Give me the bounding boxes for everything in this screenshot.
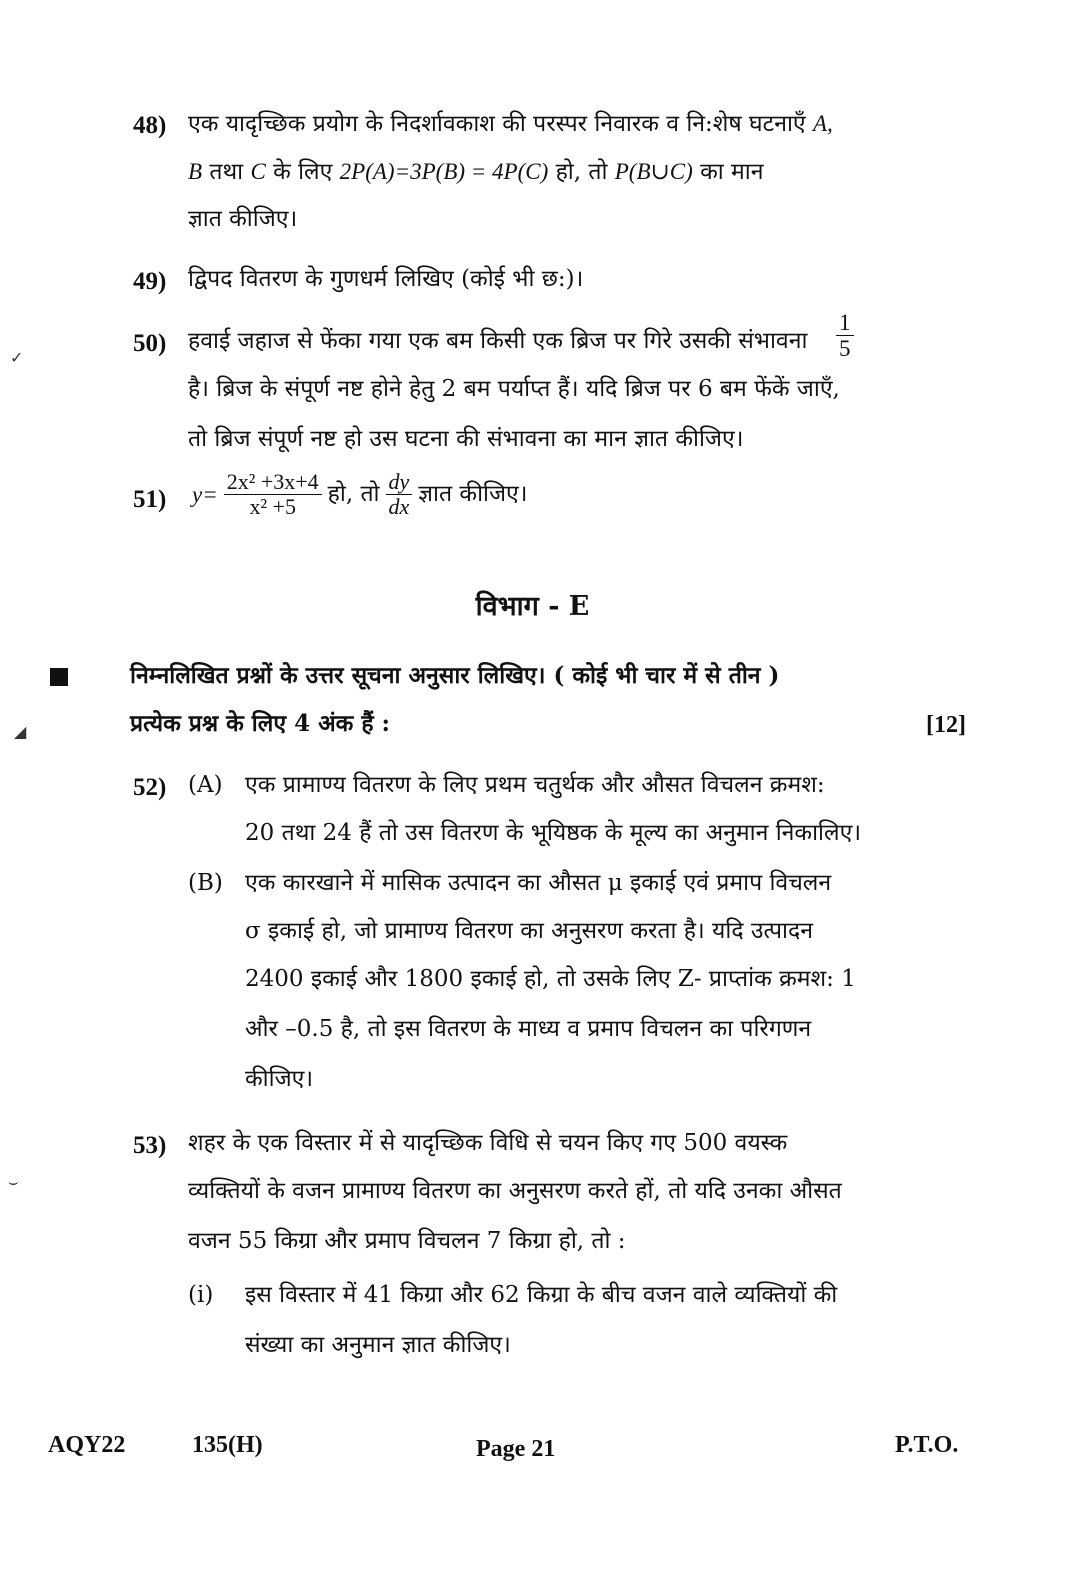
section-instruction-1: निम्नलिखित प्रश्नों के उत्तर सूचना अनुसार लिखिए। ( कोई भी चार में से तीन ) [130, 662, 780, 689]
q48-line-2: B तथा C के लिए 2P(A)=3P(B) = 4P(C) हो, तो P(B∪C) का मान [188, 159, 764, 185]
q52-b-line-1: एक कारखाने में मासिक उत्पादन का औसत μ इकाई एवं प्रमाप विचलन [245, 870, 832, 896]
question-number-48: 48) [133, 112, 167, 139]
margin-mark: ✓ [10, 348, 24, 367]
q50-line-3: तो ब्रिज संपूर्ण नष्ट हो उस घटना की संभावना का मान ज्ञात कीजिए। [188, 426, 744, 452]
q52-b-line-5: कीजिए। [245, 1066, 314, 1092]
question-number-51: 51) [133, 486, 167, 513]
q53-i-line-1: इस विस्तार में 41 किग्रा और 62 किग्रा के बीच वजन वाले व्यक्तियों की [245, 1282, 838, 1308]
q51-derivative-fraction: $\frac{dy}{dx}$ [386, 470, 413, 519]
q51-main-fraction: $\frac{\text{2x² +3x+4}}{\text{x² +5}}$ [224, 470, 322, 519]
q52-a-label: (A) [188, 772, 223, 798]
question-number-53: 53) [133, 1132, 167, 1159]
q52-a-line-1: एक प्रामाण्य वितरण के लिए प्रथम चतुर्थक और औसत विचलन क्रमश: [245, 772, 825, 798]
section-instruction-2: प्रत्येक प्रश्न के लिए 4 अंक हैं : [130, 710, 391, 737]
q48-line-3: ज्ञात कीजिए। [188, 206, 298, 232]
q53-line-1: शहर के एक विस्तार में से यादृच्छिक विधि से चयन किए गए 500 वयस्क [188, 1130, 788, 1156]
footer-pto: P.T.O. [895, 1432, 959, 1458]
q50-line-1: हवाई जहाज से फेंका गया एक बम किसी एक ब्रिज पर गिरे उसकी संभावना [188, 328, 808, 354]
q51-expression: y= $\frac{\text{2x² +3x+4}}{\text{x² +5}}$ हो, तो $\frac{dy}{dx}$ ज्ञात कीजिए। [192, 469, 528, 520]
q52-b-line-3: 2400 इकाई और 1800 इकाई हो, तो उसके लिए Z- प्राप्तांक क्रमश: 1 [245, 966, 856, 992]
footer-paper: 135(H) [192, 1432, 263, 1458]
question-number-49: 49) [133, 268, 167, 295]
margin-mark: ◢ [14, 722, 27, 741]
q52-b-label: (B) [188, 870, 223, 896]
question-number-50: 50) [133, 330, 167, 357]
q49-text: द्विपद वितरण के गुणधर्म लिखिए (कोई भी छ:)। [188, 266, 584, 292]
q53-line-3: वजन 55 किग्रा और प्रमाप विचलन 7 किग्रा हो, तो : [188, 1228, 626, 1254]
q50-line-2: है। ब्रिज के संपूर्ण नष्ट होने हेतु 2 बम पर्याप्त हैं। यदि ब्रिज पर 6 बम फेंकें जाएँ, [188, 376, 840, 402]
section-title: विभाग - E [475, 591, 590, 622]
q48-line-1: एक यादृच्छिक प्रयोग के निदर्शावकाश की परस्पर निवारक व नि:शेष घटनाएँ A, [188, 111, 833, 137]
q53-i-line-2: संख्या का अनुमान ज्ञात कीजिए। [245, 1332, 511, 1358]
q52-b-line-4: और –0.5 है, तो इस वितरण के माध्य व प्रमाप विचलन का परिगणन [245, 1016, 812, 1042]
q53-i-label: (i) [188, 1282, 214, 1308]
footer-code: AQY22 [48, 1432, 126, 1458]
q53-line-2: व्यक्तियों के वजन प्रामाण्य वितरण का अनुसरण करते हों, तो यदि उनका औसत [188, 1178, 842, 1204]
bullet-square-icon [50, 668, 68, 686]
q52-b-line-2: σ इकाई हो, जो प्रामाण्य वितरण का अनुसरण करता है। यदि उत्पादन [245, 918, 813, 944]
section-marks: [12] [926, 712, 966, 738]
q50-probability-fraction: $\frac{1}{5}$ [836, 310, 854, 362]
footer-page-number: Page 21 [476, 1436, 556, 1462]
q52-a-line-2: 20 तथा 24 हैं तो उस वितरण के भूयिष्ठक के मूल्य का अनुमान निकालिए। [245, 820, 862, 846]
margin-mark: ⌣ [8, 1172, 19, 1191]
question-number-52: 52) [133, 774, 167, 801]
